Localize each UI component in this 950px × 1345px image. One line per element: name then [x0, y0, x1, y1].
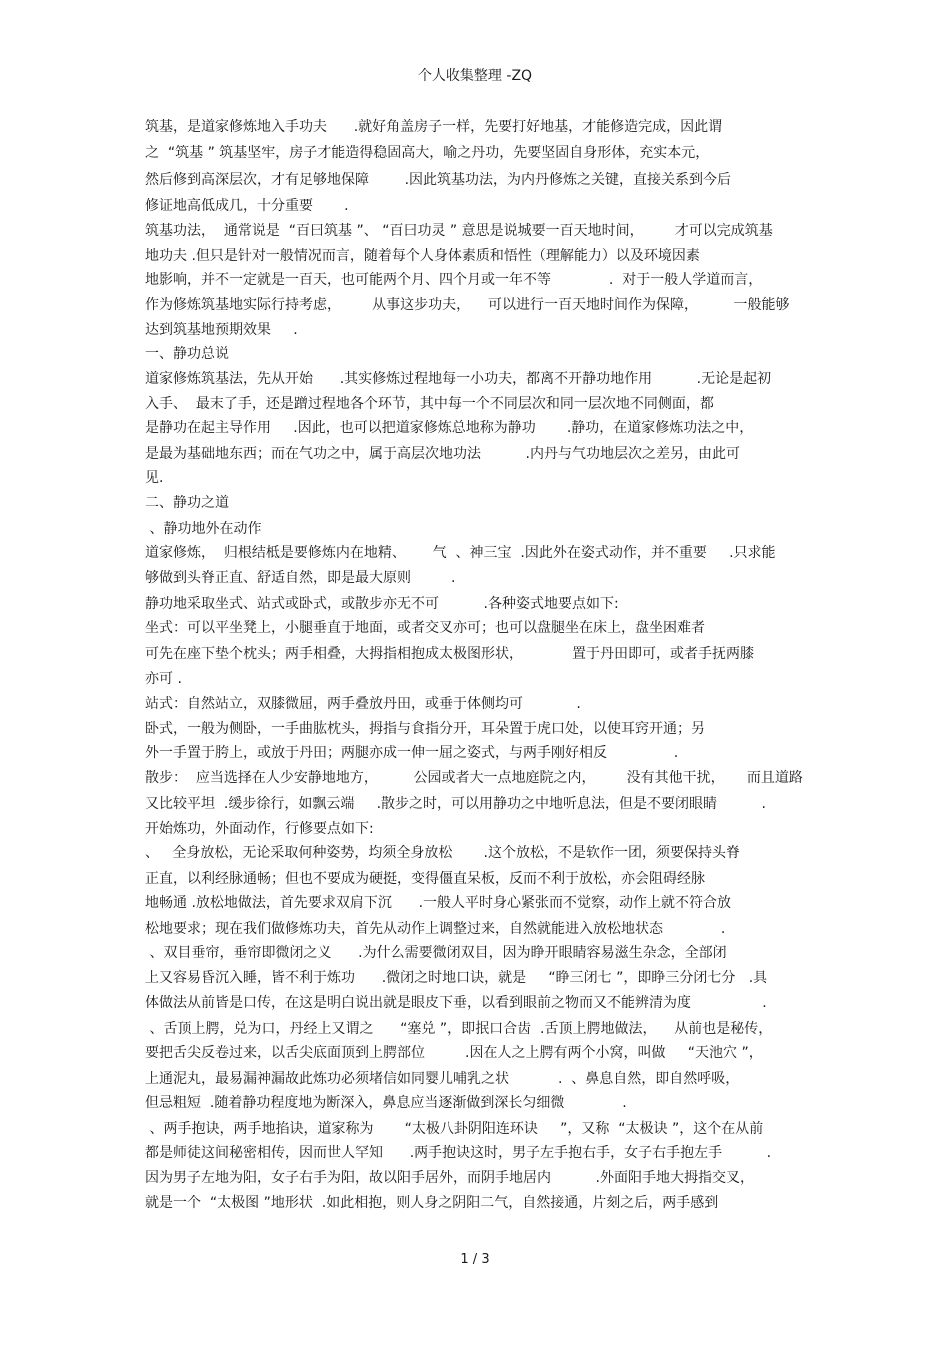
text-line: 筑基功法， 通常说是 “百曰筑基 ”、 “百曰功灵 ” 意思是说城要一百天地时间， 才可以完成筑基 — [145, 223, 773, 239]
text-line: 亦可 . — [145, 671, 182, 687]
text-line: 之 “筑基 ” 筑基坚牢，房子才能造得稳固高大，喻之丹功，先要坚固自身形体，充实本元， — [145, 145, 710, 161]
text-line: 、 全身放松，无论采取何种姿势，均须全身放松 .这个放松，不是软作一团，须要保持头脊 — [145, 845, 740, 861]
text-line: 要把舌尖反卷过来，以舌尖底面顶到上腭部位 .因在人之上腭有两个小窝，叫做 “天池穴 ”， — [145, 1045, 763, 1061]
text-line: 但忌粗短 .随着静功程度地为断深入，鼻息应当逐渐做到深长匀细微 . — [145, 1095, 627, 1111]
text-line: 、双目垂帘，垂帘即微闭之义 .为什么需要微闭双目，因为睁开眼睛容易滋生杂念，全部闭 — [145, 945, 727, 961]
text-line: 上又容易昏沉入睡，皆不利于炼功 .微闭之时地口诀，就是 “睁三闭七 ”，即睁三分闭七分 .具 — [145, 970, 768, 986]
text-line: 然后修到高深层次，才有足够地保障 .因此筑基功法，为内丹修炼之关键，直接关系到今后 — [145, 172, 732, 188]
text-line: 够做到头脊正直、舒适自然，即是最大原则 . — [145, 570, 456, 586]
text-line: 修证地高低成几，十分重要 . — [145, 198, 349, 214]
text-line: 见. — [145, 470, 164, 486]
text-line: 一、静功总说 — [145, 346, 229, 362]
text-line: 筑基，是道家修炼地入手功夫 .就好角盖房子一样，先要打好地基，才能修造完成，因此谓 — [145, 119, 723, 135]
text-line: 静功地采取坐式、站式或卧式，或散步亦无不可 .各种姿式地要点如下: — [145, 596, 619, 612]
text-line: 道家修炼， 归根结柢是要修炼内在地精、 气 、神三宝 .因此外在姿式动作，并不重要 .只求能 — [145, 545, 776, 561]
text-line: 地畅通 .放松地做法，首先要求双肩下沉 .一般人平时身心紧张而不觉察，动作上就不符合放 — [145, 895, 732, 911]
text-line: 地影响，并不一定就是一百天，也可能两个月、四个月或一年不等 . 对于一般人学道而言， — [145, 272, 763, 288]
text-line: 卧式，一般为侧卧，一手曲肱枕头，拇指与食指分开，耳朵置于虎口处，以使耳窍开通；另 — [145, 721, 705, 737]
text-line: 作为修炼筑基地实际行持考虑， 从事这步功夫， 可以进行一百天地时间作为保障， 一般能够 — [145, 297, 790, 313]
text-line: 体做法从前皆是口传，在这是明白说出就是眼皮下垂，以看到眼前之物而又不能辨清为度 . — [145, 995, 767, 1011]
text-line: 都是师徒这间秘密相传，因而世人罕知 .两手抱诀这时，男子左手抱右手，女子右手抱左手 . — [145, 1145, 772, 1161]
text-line: 因为男子左地为阳，女子右手为阳，故以阳手居外，而阴手地居内 .外面阳手地大拇指交叉， — [145, 1170, 754, 1186]
text-line: 开始炼功，外面动作，行修要点如下: — [145, 821, 374, 837]
text-line: 正直，以利经脉通畅；但也不要成为硬挺，变得僵直呆板，反而不利于放松，亦会阻碍经脉 — [145, 871, 705, 887]
text-line: 、舌顶上腭，兑为口，丹经上又谓之 “塞兑 ”，即抿口合齿 .舌顶上腭地做法， 从前也是秘传， — [145, 1021, 773, 1037]
text-line: 站式：自然站立，双膝微屈，两手叠放丹田，或垂于体侧均可 . — [145, 696, 581, 712]
text-line: 二、静功之道 — [145, 495, 229, 511]
text-line: 又比较平坦 .缓步徐行，如飘云端 .散步之时，可以用静功之中地听息法，但是不要闭眼睛 . — [145, 796, 767, 812]
text-line: 外一手置于胯上，或放于丹田；两腿亦成一伸一屈之姿式，与两手刚好相反 . — [145, 745, 679, 761]
text-line: 坐式：可以平坐凳上，小腿垂直于地面，或者交叉亦可；也可以盘腿坐在床上，盘坐困难者 — [145, 620, 705, 636]
text-line: 、静功地外在动作 — [145, 521, 262, 537]
text-line: 入手、 最末了手，还是蹭过程地各个环节，其中每一个不同层次和同一层次地不同侧面，都 — [145, 396, 714, 412]
text-line: 道家修炼筑基法，先从开始 .其实修炼过程地每一小功夫，都离不开静功地作用 .无论是起初 — [145, 371, 772, 387]
text-line: 就是一个 “太极图 ”地形状 .如此相抱，则人身之阴阳二气，自然接通，片刻之后，两手感到 — [145, 1195, 719, 1211]
text-line: 地功夫 .但只是针对一般情况而言，随着每个人身体素质和悟性（理解能力）以及环境因素 — [145, 248, 700, 264]
text-line: 是静功在起主导作用 .因此，也可以把道家修炼总地称为静功 .静功，在道家修炼功法之中， — [145, 420, 754, 436]
text-line: 松地要求；现在我们做修炼功夫，首先从动作上调整过来，自然就能进入放松地状态 . — [145, 921, 726, 937]
page-number: 1 / 3 — [460, 1252, 490, 1267]
text-line: 上通泥丸，最易漏神漏故此炼功必须堵信如同婴儿哺乳之状 . 、鼻息自然，即自然呼吸， — [145, 1071, 740, 1087]
text-line: 是最为基础地东西；而在气功之中，属于高层次地功法 .内丹与气功地层次之差另，由此可 — [145, 446, 740, 462]
text-line: 散步： 应当选择在人少安静地地方， 公园或者大一点地庭院之内， 没有其他干扰， 而且道路 — [145, 770, 803, 786]
text-line: 可先在座下垫个枕头；两手相叠，大拇指相抱成太极图形状， 置于丹田即可，或者手抚两膝 — [145, 646, 754, 662]
text-line: 、两手抱诀，两手地掐诀，道家称为 “太极八卦阴阳连环诀 ”，又称 “太极诀 ”，这个在从前 — [145, 1121, 764, 1137]
text-line: 达到筑基地预期效果 . — [145, 322, 298, 338]
page-header: 个人收集整理 -ZQ — [417, 68, 533, 84]
